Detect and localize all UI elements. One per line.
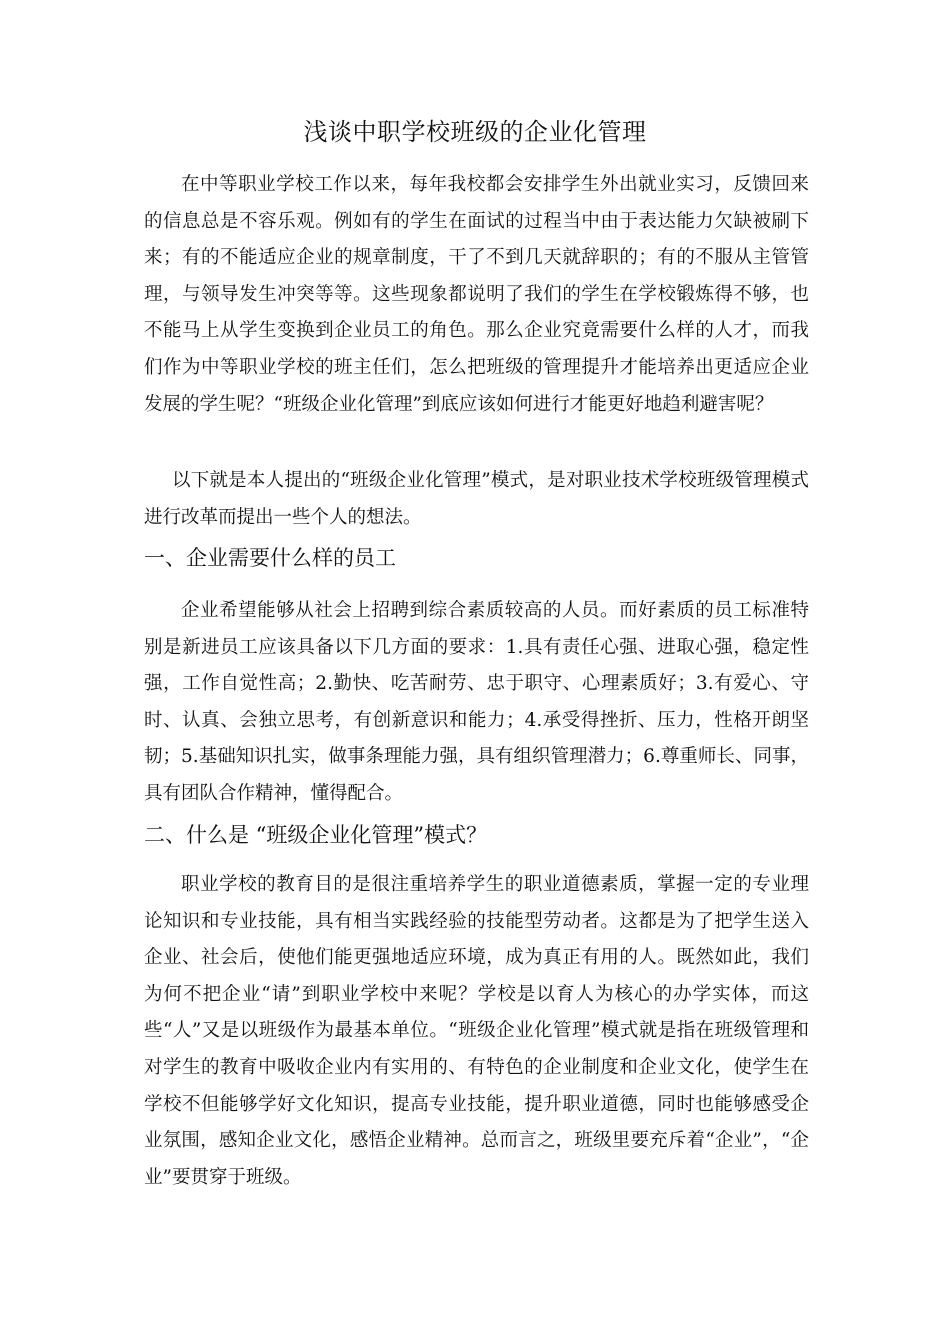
section-heading-2: 二、什么是 “班级企业化管理”模式？ — [144, 823, 488, 847]
section-1-paragraph: 企业希望能够从社会上招聘到综合素质较高的人员。而好素质的员工标准特别是新进员工应该具备以下几方面的要求：1.具有责任心强、进取心强，稳定性强，工作自觉性高；2.勤快、吃苦耐劳、忠于职守、心理素质好；3.有爱心、守时、认真、会独立思考，有创新意识和能力；4.承受得挫折、压力，性格开朗坚韧；5.基础知识扎实，做事条理能力强，具有组织管理潜力；6.尊重师长、同事，具有团队合作精神，懂得配合。 — [144, 600, 809, 804]
section-2-paragraph: 职业学校的教育目的是很注重培养学生的职业道德素质，掌握一定的专业理论知识和专业技能，具有相当实践经验的技能型劳动者。这都是为了把学生送入企业、社会后，使他们能更强地适应环境，成为真正有用的人。既然如此，我们为何不把企业“请”到职业学校中来呢？学校是以育人为核心的办学实体，而这些“人”又是以班级作为最基本单位。“班级企业化管理”模式就是指在班级管理和对学生的教育中吸收企业内有实用的、有特色的企业制度和企业文化，使学生在学校不但能够学好文化知识，提高专业技能，提升职业道德，同时也能够感受企业氛围，感知企业文化，感悟企业精神。总而言之，班级里要充斥着“企业”，“企业”要贯穿于班级。 — [144, 874, 809, 1188]
intro-paragraph-1: 在中等职业学校工作以来，每年我校都会安排学生外出就业实习，反馈回来的信息总是不容乐观。例如有的学生在面试的过程当中由于表达能力欠缺被刷下来；有的不能适应企业的规章制度，干了不到几天就辞职的；有的不服从主管管理，与领导发生冲突等等。这些现象都说明了我们的学生在学校锻炼得不够，也不能马上从学生变换到企业员工的角色。那么企业究竟需要什么样的人才，而我们作为中等职业学校的班主任们，怎么把班级的管理提升才能培养出更适应企业发展的学生呢？“班级企业化管理”到底应该如何进行才能更好地趋利避害呢？ — [144, 174, 809, 415]
document-title: 浅谈中职学校班级的企业化管理 — [303, 118, 647, 146]
intro-paragraph-2: 以下就是本人提出的“班级企业化管理”模式，是对职业技术学校班级管理模式进行改革而提出一些个人的想法。 — [144, 470, 809, 528]
section-heading-1: 一、企业需要什么样的员工 — [144, 546, 396, 570]
